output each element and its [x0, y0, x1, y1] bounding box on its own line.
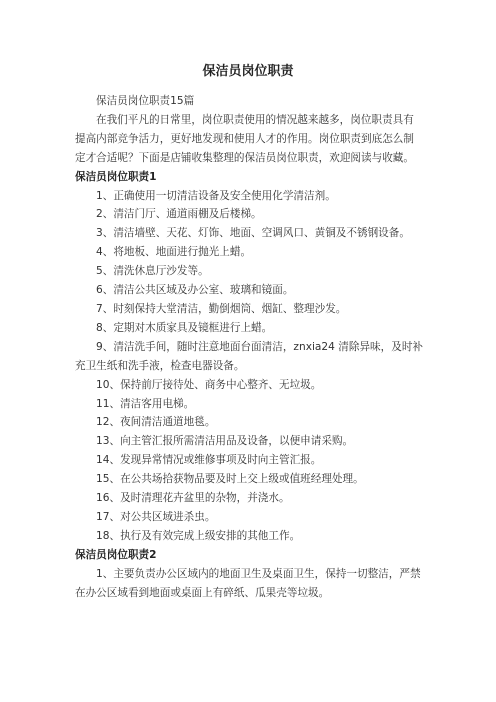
section-heading-1: 保洁员岗位职责1	[75, 170, 157, 183]
list-item: 7、时刻保持大堂清洁，勤倒烟筒、烟缸、整理沙发。	[96, 302, 347, 315]
list-item: 14、发现异常情况或维修事项及时向主管汇报。	[96, 454, 322, 467]
document-title: 保洁员岗位职责	[202, 64, 294, 79]
list-item: 10、保持前厅接待处、商务中心整齐、无垃圾。	[96, 378, 322, 391]
document-subtitle: 保洁员岗位职责15篇	[96, 95, 195, 107]
list-item: 8、定期对木质家具及镜框进行上蜡。	[96, 321, 273, 334]
list-item: 3、清洁墙壁、天花、灯饰、地面、空调风口、黄铜及不锈钢设备。	[96, 227, 410, 240]
list-item: 6、清洁公共区域及办公室、玻璃和镜面。	[96, 284, 294, 297]
list-item: 1、主要负责办公区域内的地面卫生及桌面卫生，保持一切整洁，严禁在办公区域看到地面或桌面上有碎纸、瓜果壳等垃圾。	[75, 567, 421, 599]
section-heading-2: 保洁员岗位职责2	[75, 548, 157, 561]
list-item: 15、在公共场拾获物品要及时上交上级或值班经理处理。	[96, 473, 364, 486]
intro-paragraph: 在我们平凡的日常里，岗位职责使用的情况越来越多，岗位职责具有提高内部竞争活力，更好地发现和使用人才的作用。岗位职责到底怎么制定才合适呢？下面是店铺收集整理的保洁员岗位职责，欢迎阅读与收藏。	[75, 113, 414, 164]
list-item: 16、及时清理花卉盆里的杂物，并浇水。	[96, 492, 290, 505]
list-item: 17、对公共区域进杀虫。	[96, 510, 216, 523]
list-item: 9、清洁洗手间，随时注意地面台面清洁，znxia24 清除异味，及时补充卫生纸和洗手液，检查电器设备。	[75, 340, 424, 372]
list-item: 11、清洁客用电梯。	[96, 397, 195, 410]
list-item: 18、执行及有效完成上级安排的其他工作。	[96, 529, 301, 542]
list-item: 12、夜间清洁通道地毯。	[96, 416, 216, 429]
list-item: 5、清洗休息厅沙发等。	[96, 265, 209, 278]
list-item: 13、向主管汇报所需清洁用品及设备，以便申请采购。	[96, 435, 354, 448]
list-item: 2、清洁门厅、通道雨棚及后楼梯。	[96, 208, 262, 221]
list-item: 1、正确使用一切清洁设备及安全使用化学清洁剂。	[96, 189, 336, 202]
document-body	[75, 92, 423, 602]
list-item: 4、将地板、地面进行抛光上蜡。	[96, 246, 252, 259]
